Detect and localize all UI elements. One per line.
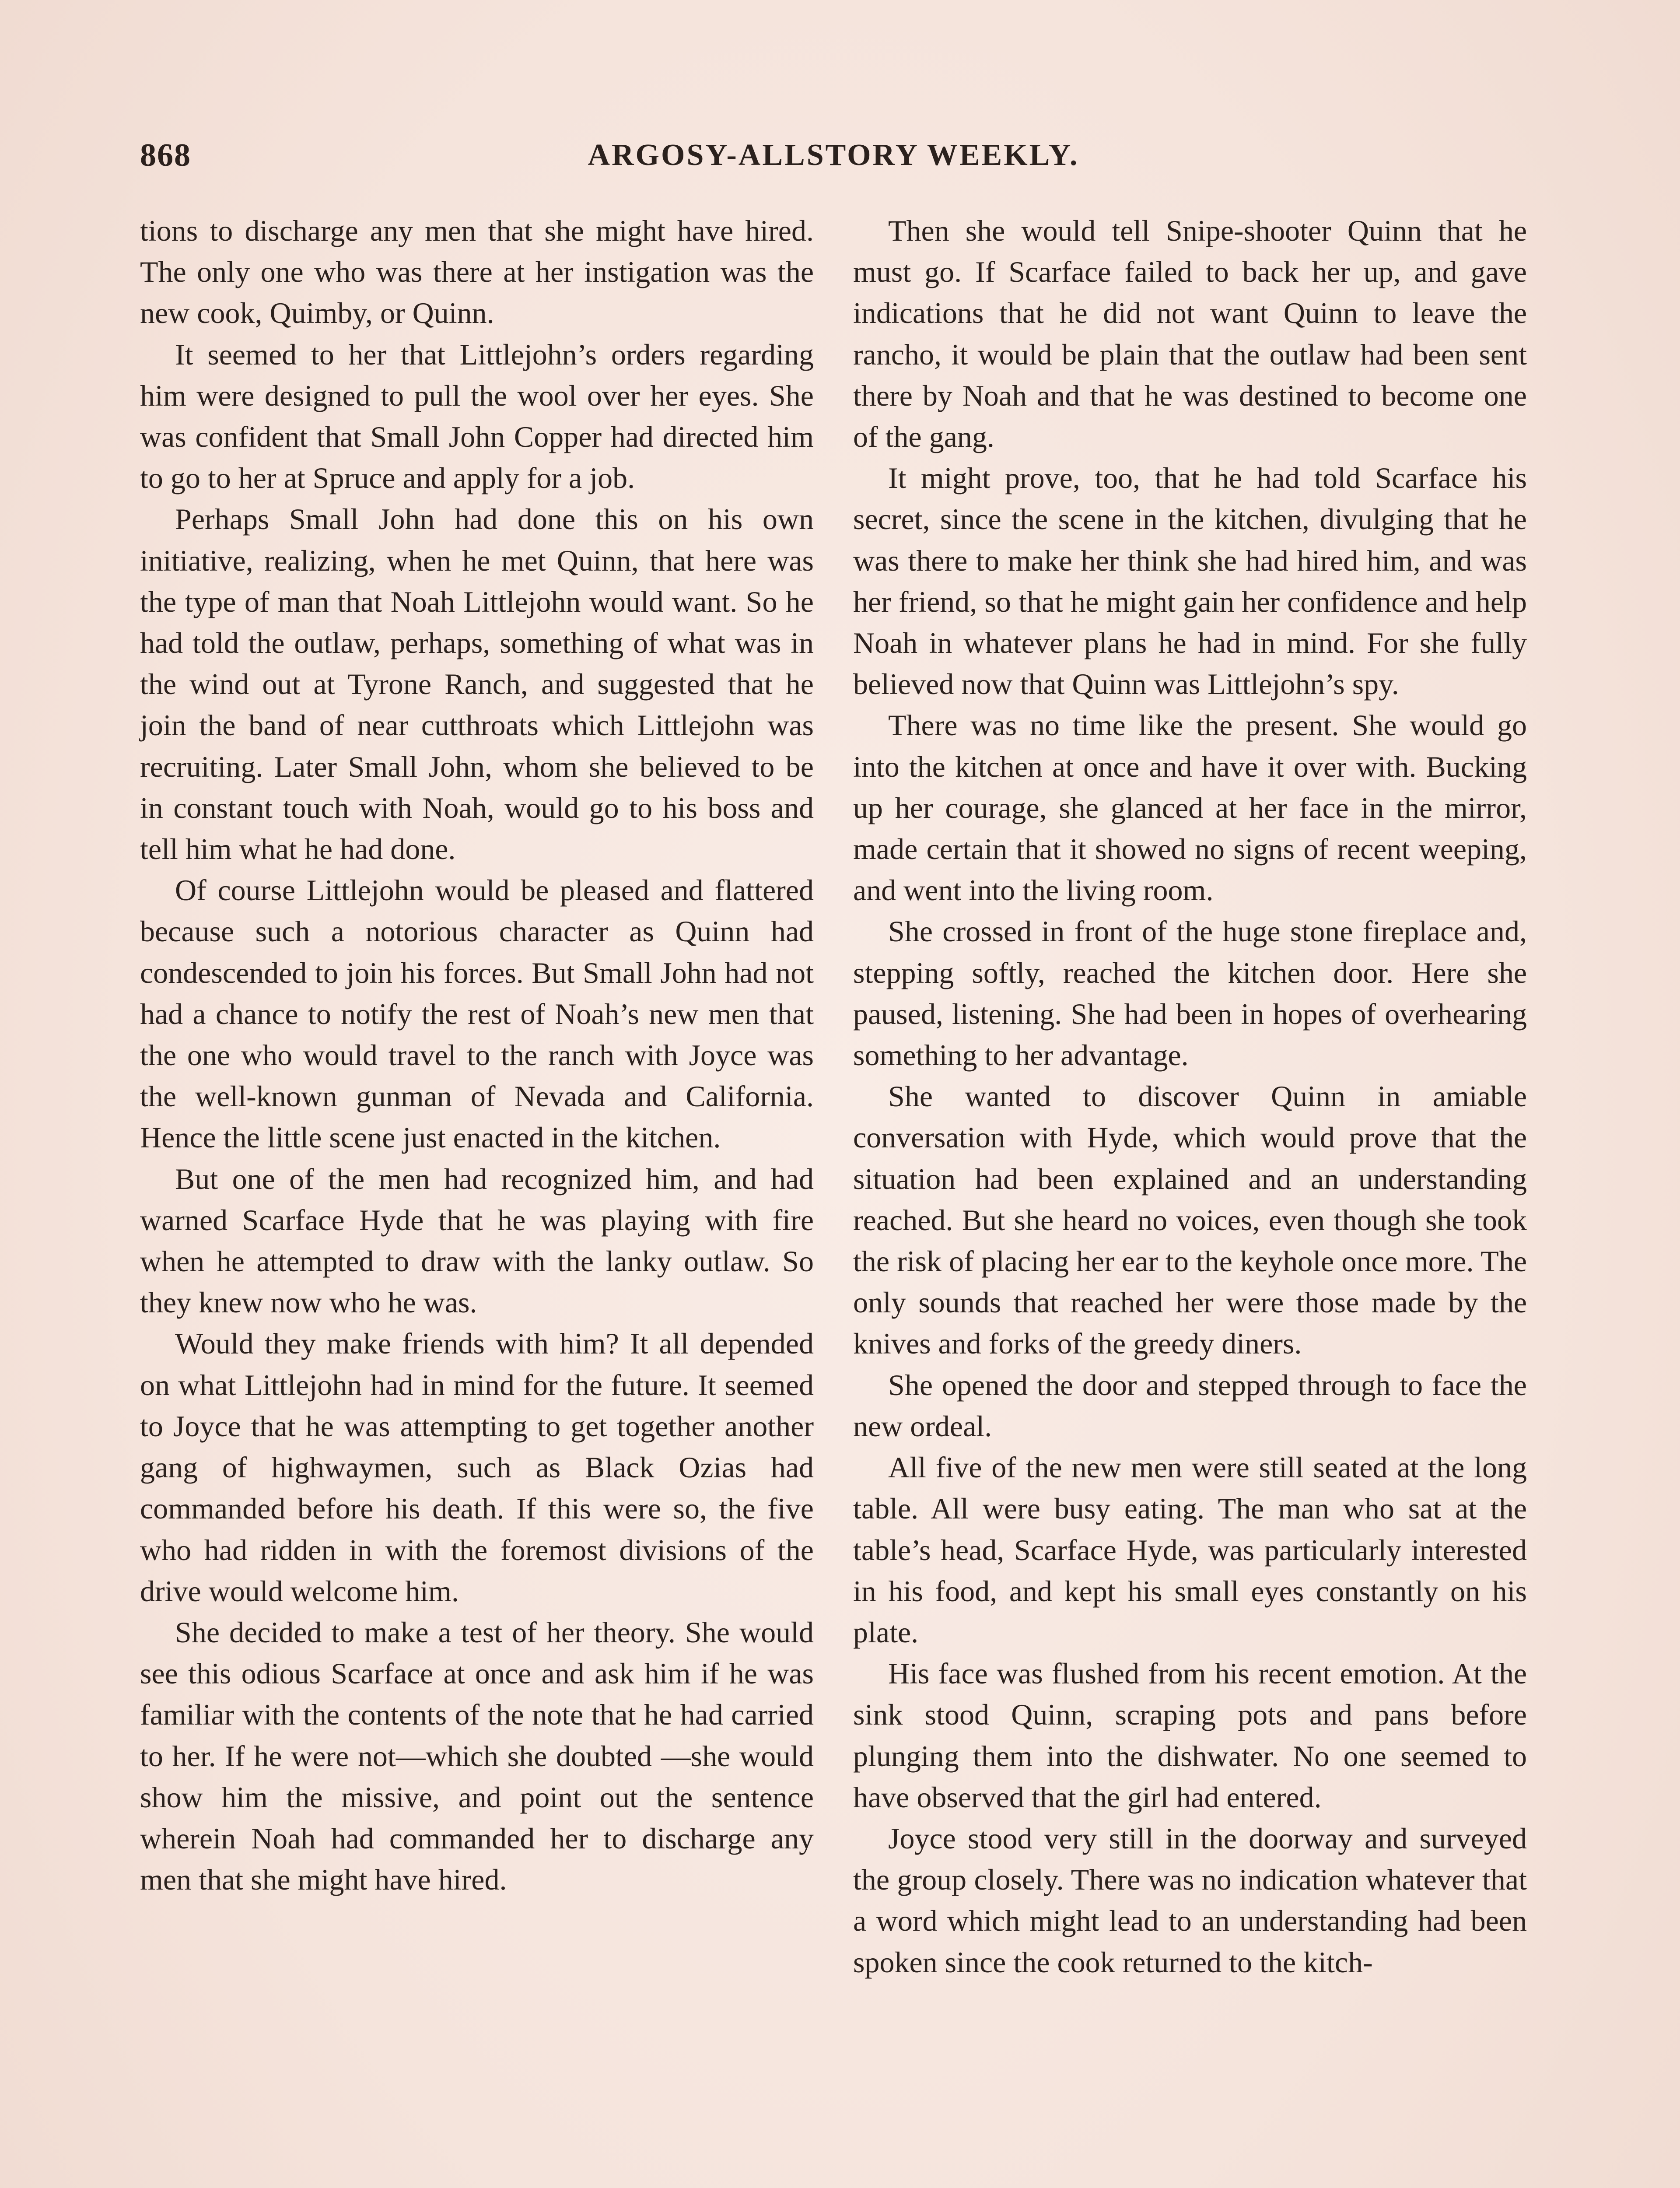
left-column bbox=[140, 210, 814, 1900]
paragraph: She decided to make a test of her theory. She would see this odious Scarface at once and ask him if he was familiar with the contents of the note that he had carried to her. If he were not—which she doubted —she would show him the missive, and point out the sentence wherein Noah had commanded her to discharge any men that she might have hired. bbox=[140, 1615, 814, 1897]
paragraph: All five of the new men were still seated at the long table. All were busy eating. The man who sat at the table’s head, Scarface Hyde, was particularly interested in his food, and kept his small eyes constantly on his plate. bbox=[853, 1451, 1527, 1649]
paragraph: His face was flushed from his recent emotion. At the sink stood Quinn, scraping pots and pans before plunging them into the dishwater. No one seemed to have observed that the girl had entered. bbox=[853, 1657, 1527, 1814]
paragraph: Joyce stood very still in the doorway and surveyed the group closely. There was no indication whatever that a word which might lead to an understanding had been spoken since the cook returned to the kitch- bbox=[853, 1821, 1527, 1979]
paragraph: Then she would tell Snipe-shooter Quinn that he must go. If Scarface failed to back her up, and gave indications that he did not want Quinn to leave the rancho, it would be plain that the outlaw had been sent there by Noah and that he was destined to become one of the gang. bbox=[853, 214, 1527, 454]
paragraph: There was no time like the present. She would go into the kitchen at once and have it over with. Bucking up her courage, she glanced at her face in the mirror, made certain that it showed no signs of recent weeping, and went into the living room. bbox=[853, 708, 1527, 907]
paragraph: Of course Littlejohn would be pleased and flattered because such a notorious character as Quinn had condescended to join his forces. But Small John had not had a chance to notify the rest of Noah’s new men that the one who would travel to the ranch with Joyce was the well-known gunman of Nevada and California. Hence the little scene just enacted in the kitchen. bbox=[140, 873, 814, 1154]
paragraph: She opened the door and stepped through to face the new ordeal. bbox=[853, 1368, 1527, 1443]
paragraph: Perhaps Small John had done this on his own initiative, realizing, when he met Quinn, that here was the type of man that Noah Littlejohn would want. So he had told the outlaw, perhaps, something of what was in the wind out at Tyrone Ranch, and suggested that he join the band of near cutthroats which Littlejohn was recruiting. Later Small John, whom she believed to be in constant touch with Noah, would go to his boss and tell him what he had done. bbox=[140, 502, 814, 866]
right-column bbox=[853, 210, 1527, 1983]
paragraph: But one of the men had recognized him, and had warned Scarface Hyde that he was playing with fire when he attempted to draw with the lanky outlaw. So they knew now who he was. bbox=[140, 1162, 814, 1319]
paragraph: It seemed to her that Littlejohn’s orders regarding him were designed to pull the wool over her eyes. She was confident that Small John Copper had directed him to go to her at Spruce and apply for a job. bbox=[140, 337, 814, 495]
paragraph: She crossed in front of the huge stone fireplace and, stepping softly, reached the kitchen door. Here she paused, listening. She had been in hopes of overhearing something to her advantage. bbox=[853, 915, 1527, 1072]
paragraph: Would they make friends with him? It all depended on what Littlejohn had in mind for the future. It seemed to Joyce that he was attempting to get together another gang of highwaymen, such as Black Ozias had commanded before his death. If this were so, the five who had ridden in with the foremost divisions of the drive would welcome him. bbox=[140, 1327, 814, 1608]
paragraph: She wanted to discover Quinn in amiable conversation with Hyde, which would prove that the situation had been explained and an understanding reached. But she heard no voices, even though she took the risk of placing her ear to the keyhole once more. The only sounds that reached her were those made by the knives and forks of the greedy diners. bbox=[853, 1080, 1527, 1360]
paragraph: tions to discharge any men that she might have hired. The only one who was there at her instigation was the new cook, Quimby, or Quinn. bbox=[140, 214, 814, 330]
running-head: ARGOSY-ALLSTORY WEEKLY. bbox=[588, 138, 1079, 172]
paragraph: It might prove, too, that he had told Scarface his secret, since the scene in the kitchen, divulging that he was there to make her think she had hired him, and was her friend, so that he might gain her confidence and help Noah in whatever plans he had in mind. For she fully believed now that Quinn was Littlejohn’s spy. bbox=[853, 461, 1527, 701]
text-columns bbox=[140, 210, 1527, 2188]
page-header bbox=[140, 131, 1527, 179]
page-number: 868 bbox=[140, 137, 191, 173]
